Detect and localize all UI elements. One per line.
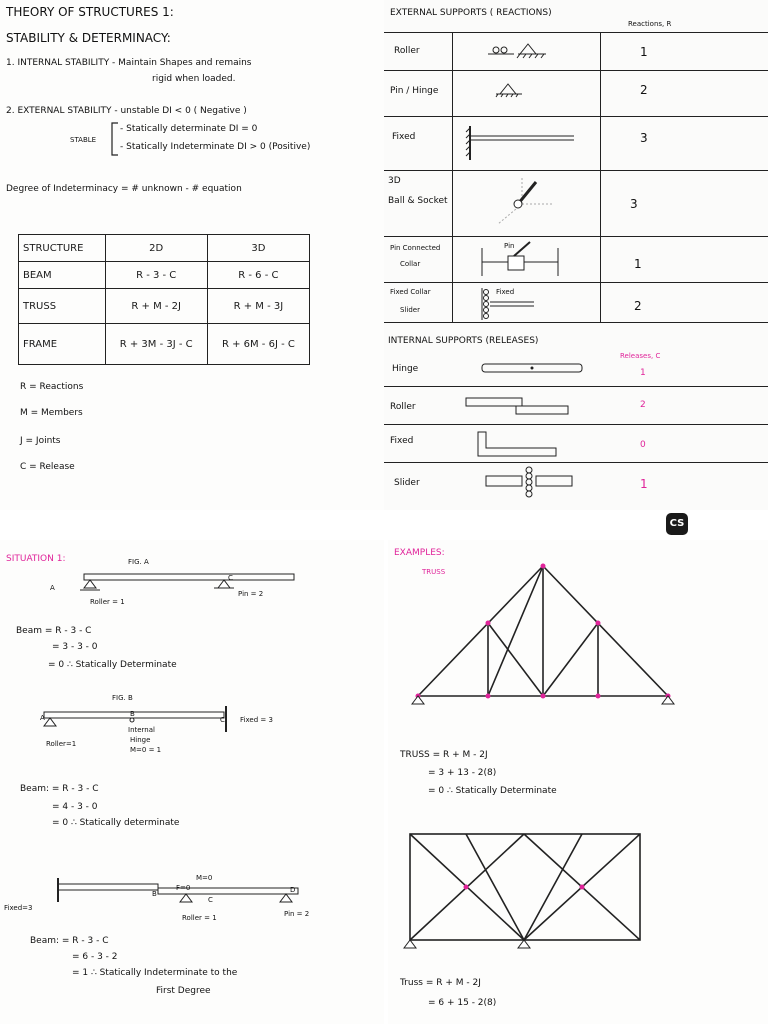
internal-hinge-label: Hinge [130,736,151,744]
bracket [110,122,120,156]
table-cell: FRAME [19,324,106,365]
table-row [19,262,310,289]
support-name: Collar [400,260,421,268]
hinge-release-icon [480,358,590,378]
column-line [600,32,601,322]
fixed-reaction: Fixed=3 [4,904,33,912]
notes-page-3 [0,540,384,1024]
beam-c-point: C [208,896,213,904]
pin-reaction: Pin = 2 [238,590,264,598]
roller-release-icon [464,396,574,420]
calc-line: TRUSS = R + M - 2J [400,750,488,760]
beam-a-sketch [54,570,304,600]
stable-label: STABLE [70,136,97,144]
calc-line: Beam = R - 3 - C [16,626,92,636]
fixed-reaction: Fixed = 3 [240,716,273,724]
support-value: 1 [640,45,648,59]
calc-line: Beam: = R - 3 - C [20,784,99,794]
row-line [384,386,768,387]
situation-label: SITUATION 1: [6,554,66,564]
row-line [384,282,768,283]
pin-label: Pin [504,242,515,250]
camscanner-logo: CS [666,513,688,535]
ball-socket-icon [484,174,564,234]
truss-2-diagram [406,830,656,950]
internal-hinge-label: Internal [128,726,155,734]
calc-line: = 3 + 13 - 2(8) [428,768,497,778]
legend-item: M = Members [20,408,83,418]
calc-line: = 1 ∴ Statically Indeterminate to the [72,968,238,978]
calc-line: = 0 ∴ Statically determinate [52,818,180,828]
support-name: Pin / Hinge [390,86,439,96]
support-value: 3 [630,197,638,211]
release-name: Hinge [392,364,419,374]
row-line [384,32,768,33]
pin-reaction: Pin = 2 [284,910,310,918]
internal-stability-line-2: rigid when loaded. [152,74,236,84]
support-name: 3D [388,176,401,186]
fixed-label: Fixed [496,288,515,296]
beam-d-point: D [290,886,296,894]
table-cell: R + 3M - 3J - C [105,324,207,365]
release-name: Slider [394,478,420,488]
table-row [19,289,310,324]
support-value: 2 [634,299,642,313]
table-row [19,324,310,365]
notes-page-2 [384,0,768,510]
roller-reaction: Roller = 1 [182,914,217,922]
column-line [452,32,453,322]
row-line [384,322,768,323]
row-line [384,170,768,171]
support-name: Pin Connected [390,244,441,252]
notes-page-1 [0,0,384,510]
table-header: 2D [105,235,207,262]
fig-a-label: FIG. A [128,558,149,566]
beam-a-point: A [40,714,45,722]
support-value: 2 [640,83,648,97]
table-header: 3D [207,235,309,262]
support-name: Ball & Socket [388,196,448,206]
calc-line: = 4 - 3 - 0 [52,802,98,812]
support-name: Fixed [392,132,416,142]
support-name: Slider [400,306,420,314]
beam-a-point: A [50,584,55,592]
table-cell: R - 6 - C [207,262,309,289]
stable-item-indeterminate: - Statically Indeterminate DI > 0 (Positive) [120,142,311,152]
examples-label: EXAMPLES: [394,548,445,558]
table-cell: R + 6M - 6J - C [207,324,309,365]
table-header: STRUCTURE [19,235,106,262]
table-cell: R + M - 2J [105,289,207,324]
roller-support-icon [484,38,564,68]
row-line [384,462,768,463]
calc-line: = 0 ∴ Statically Determinate [48,660,177,670]
release-name: Roller [390,402,416,412]
release-value: 1 [640,368,646,378]
force-label: F=0 [176,884,191,892]
releases-header: Releases, C [620,352,661,360]
support-name: Fixed Collar [390,288,431,296]
formula-table [18,234,310,365]
calc-line: = 0 ∴ Statically Determinate [428,786,557,796]
table-cell: R + M - 3J [207,289,309,324]
notes-page-4 [388,540,768,1024]
calc-line: = 6 + 15 - 2(8) [428,998,497,1008]
table-cell: TRUSS [19,289,106,324]
external-supports-header: EXTERNAL SUPPORTS ( REACTIONS) [390,8,552,18]
truss-1-diagram [408,556,678,726]
beam-b-point: B [130,710,135,718]
section-title: STABILITY & DETERMINACY: [6,31,171,45]
table-header-row [19,235,310,262]
release-name: Fixed [390,436,414,446]
calc-line: = 3 - 3 - 0 [52,642,98,652]
row-line [384,70,768,71]
pin-collar-icon [478,240,568,280]
beam-b-point: B [152,890,157,898]
pin-support-icon [494,82,534,102]
fixed-support-icon [464,124,584,164]
table-cell: BEAM [19,262,106,289]
legend-item: R = Reactions [20,382,84,392]
truss-label: TRUSS [422,568,446,576]
internal-stability-line: 1. INTERNAL STABILITY - Maintain Shapes and remains [6,58,252,68]
calc-line: = 6 - 3 - 2 [72,952,118,962]
release-value: 2 [640,400,646,410]
release-value: 1 [640,477,648,491]
roller-reaction: Roller = 1 [90,598,125,606]
fixed-release-icon [476,430,566,460]
table-cell: R - 3 - C [105,262,207,289]
slider-release-icon [484,464,584,504]
stable-item-determinate: - Statically determinate DI = 0 [120,124,258,134]
fixed-collar-icon [478,286,568,326]
moment-label: M=0 [196,874,213,882]
calc-line: First Degree [156,986,211,996]
beam-c-point: C [228,574,233,582]
internal-supports-header: INTERNAL SUPPORTS (RELEASES) [388,336,539,346]
fig-b-label: FIG. B [112,694,133,702]
row-line [384,116,768,117]
reactions-header: Reactions, R [628,20,672,28]
legend-item: C = Release [20,462,75,472]
row-line [384,424,768,425]
degree-indeterminacy-line: Degree of Indeterminacy = # unknown - # equation [6,184,242,194]
beam-c-point: C [220,716,225,724]
moment-label: M=0 = 1 [130,746,162,754]
calc-line: Truss = R + M - 2J [400,978,481,988]
external-stability-line: 2. EXTERNAL STABILITY - unstable DI < 0 ( Negative ) [6,106,247,116]
calc-line: Beam: = R - 3 - C [30,936,109,946]
page-title: THEORY OF STRUCTURES 1: [6,5,174,19]
support-value: 1 [634,257,642,271]
legend-item: J = Joints [20,436,61,446]
roller-reaction: Roller=1 [46,740,77,748]
support-value: 3 [640,131,648,145]
row-line [384,236,768,237]
support-name: Roller [394,46,420,56]
release-value: 0 [640,440,646,450]
